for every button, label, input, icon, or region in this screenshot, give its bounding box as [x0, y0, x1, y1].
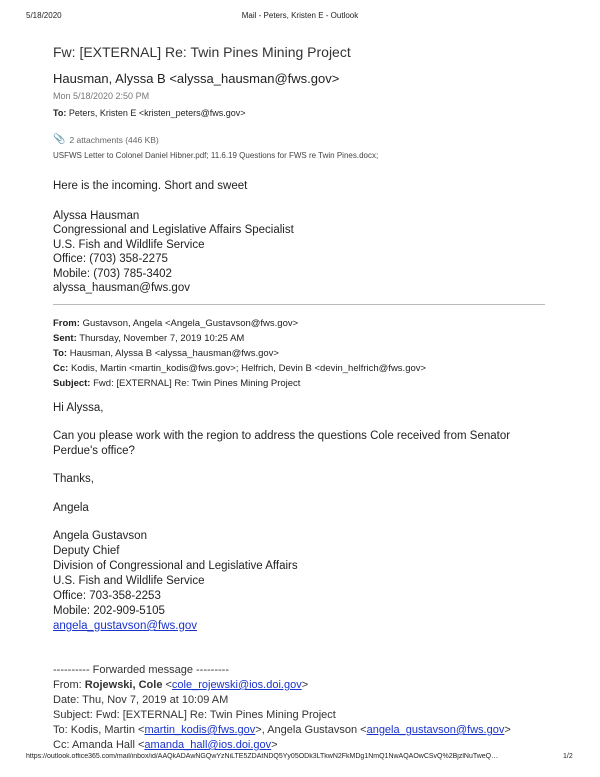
- sender-signature: [53, 209, 553, 296]
- fwd2-subject: Subject: Fwd: [EXTERNAL] Re: Twin Pines Mining Project: [53, 709, 336, 721]
- page-url: https://outlook.office365.com/mail/inbox/id/AAQkADAwNGQwYzNiLTE5ZDAtNDQ5Yy05ODk3LTkwN2FkMDg1NmQ1NwAQAOwCSvQ%2BjzlNuTweQ…: [26, 753, 499, 760]
- thanks: Thanks,: [53, 473, 94, 485]
- email-from[interactable]: Hausman, Alyssa B <alyssa_hausman@fws.gov>: [53, 71, 340, 86]
- forwarded-body: Can you please work with the region to address the questions Cole received from Senator Perdue's office?: [53, 430, 511, 457]
- greeting: Hi Alyssa,: [53, 401, 104, 414]
- signature-line: Mobile: (703) 785-3402: [53, 267, 172, 280]
- signature-email-link[interactable]: angela_gustavson@fws.gov: [53, 620, 198, 632]
- print-title: Mail - Peters, Kristen E - Outlook: [241, 11, 359, 20]
- fwd-from: From: Gustavson, Angela <Angela_Gustavson@fws.gov>: [53, 317, 299, 329]
- signature-line: Alyssa Hausman: [53, 209, 140, 222]
- fwd2-cc: Cc: Amanda Hall <amanda_hall@ios.doi.gov>: [53, 739, 278, 751]
- page-number: 1/2: [563, 753, 573, 760]
- email-to: [53, 108, 553, 118]
- email-content: [53, 44, 553, 753]
- email-sent-date: Mon 5/18/2020 2:50 PM: [53, 91, 150, 101]
- fwd-subject: Subject: Fwd: [EXTERNAL] Re: Twin Pines Mining Project: [53, 377, 301, 389]
- fwd2-to: To: Kodis, Martin <martin_kodis@fws.gov>, Angela Gustavson <angela_gustavson@fws.gov>: [53, 724, 511, 736]
- fwd2-cc-email-link[interactable]: amanda_hall@ios.doi.gov: [144, 739, 272, 751]
- attachments-files[interactable]: USFWS Letter to Colonel Daniel Hibner.pdf; 11.6.19 Questions for FWS re Twin Pines.docx;: [53, 151, 379, 160]
- signature-line: alyssa_hausman@fws.gov: [53, 282, 190, 294]
- forwarded-message-2: [53, 663, 553, 753]
- fwd-sent: Sent: Thursday, November 7, 2019 10:25 AM: [53, 332, 245, 344]
- forwarder-signature: [53, 529, 553, 634]
- attachments-summary[interactable]: [53, 134, 553, 145]
- fwd2-to-email-link[interactable]: martin_kodis@fws.gov: [144, 724, 256, 736]
- to-recipient[interactable]: Peters, Kristen E <kristen_peters@fws.gov>: [68, 108, 246, 118]
- to-label: To:: [53, 108, 67, 118]
- forward-marker: ---------- Forwarded message ---------: [53, 664, 229, 676]
- fwd-to: To: Hausman, Alyssa B <alyssa_hausman@fws.gov>: [53, 347, 279, 359]
- print-date: 5/18/2020: [26, 11, 62, 20]
- fwd2-from: From: Rojewski, Cole <cole_rojewski@ios.doi.gov>: [53, 679, 309, 691]
- signature-line: Angela Gustavson: [53, 530, 147, 542]
- signature-line: Mobile: 202-909-5105: [53, 605, 165, 617]
- signature-line: U.S. Fish and Wildlife Service: [53, 575, 205, 587]
- signoff: Angela: [53, 501, 89, 514]
- fwd2-to-email-link[interactable]: angela_gustavson@fws.gov: [366, 724, 505, 736]
- signature-line: Office: 703-358-2253: [53, 590, 161, 602]
- forwarded-header: [53, 316, 553, 391]
- signature-line: Office: (703) 358-2275: [53, 253, 168, 265]
- attachments-count: 2 attachments (446 KB): [69, 134, 159, 145]
- email-intro: Here is the incoming. Short and sweet: [53, 180, 248, 192]
- paperclip-icon: 📎: [53, 134, 66, 145]
- email-subject: Fw: [EXTERNAL] Re: Twin Pines Mining Project: [53, 44, 351, 60]
- signature-line: Division of Congressional and Legislative Affairs: [53, 560, 298, 572]
- fwd-cc: Cc: Kodis, Martin <martin_kodis@fws.gov>; Helfrich, Devin B <devin_helfrich@fws.gov>: [53, 362, 427, 374]
- signature-line: Deputy Chief: [53, 545, 120, 557]
- signature-line: Congressional and Legislative Affairs Specialist: [53, 224, 294, 236]
- divider: [53, 304, 545, 305]
- fwd2-date: Date: Thu, Nov 7, 2019 at 10:09 AM: [53, 694, 229, 706]
- fwd2-from-email-link[interactable]: cole_rojewski@ios.doi.gov: [171, 679, 302, 691]
- signature-line: U.S. Fish and Wildlife Service: [53, 238, 205, 251]
